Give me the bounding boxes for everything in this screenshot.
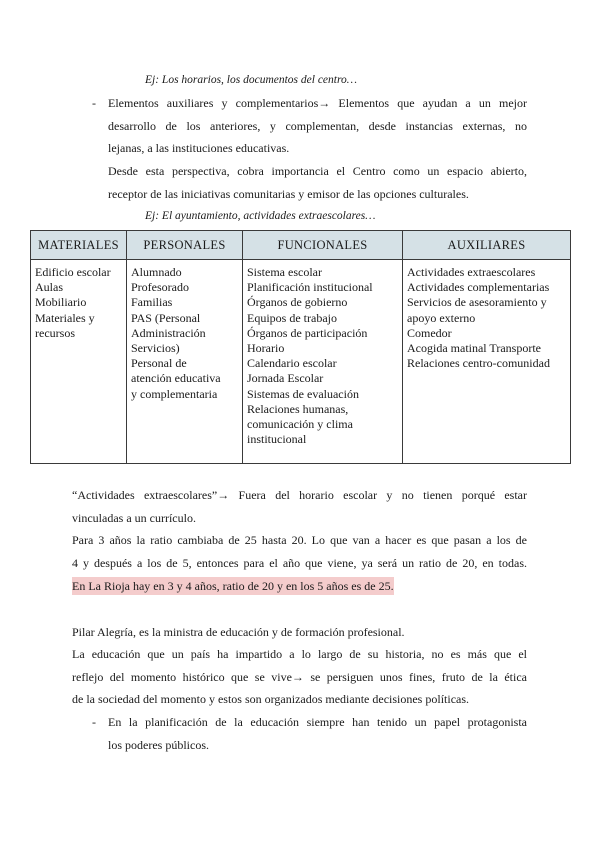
list-item: Profesorado [131,280,189,295]
list-item: Aulas [35,280,63,295]
historia-line-2: reflejo del momento histórico que se vive→ se persiguen unos fines, fruto de la ética [72,670,527,684]
list-item: Actividades extraescolares [407,265,536,279]
list-item: y complementaria [131,386,218,401]
list-item: Familias [131,295,173,310]
list-item: Administración [131,325,206,340]
ratio-line-1: Para 3 años la ratio cambiaba de 25 hasta 20. Lo que van a hacer es que pasan a los de [72,533,527,547]
header-funcionales: FUNCIONALES [243,231,403,260]
historia-line-1: La educación que un país ha impartido a lo largo de su historia, no es más que el [72,647,527,661]
elements-table [30,230,571,464]
list-item: atención educativa [131,371,221,386]
list-item: Comedor [407,325,452,340]
list-item: Horario [247,341,285,356]
list-item: Edificio escolar [35,265,111,279]
list-item: Calendario escolar [247,356,337,371]
auxiliares-line-1: Elementos auxiliares y complementarios→ Elementos que ayudan a un mejor [108,96,527,110]
list-item: Personal de [131,356,187,371]
cell-materiales [31,260,127,464]
list-item: comunicación y clima [247,417,353,432]
auxiliares-line-2: desarrollo de los anteriores, y complementan, desde instancias externas, no [108,119,527,133]
historia-line-3: de la sociedad del momento y estos son organizados mediante decisiones políticas. [72,692,470,706]
list-item: Materiales y [35,310,95,325]
extraescolares-line-2: vinculadas a un currículo. [72,511,196,525]
rioja-highlight [72,579,394,593]
list-item: Relaciones humanas, [247,401,349,416]
list-item: Equipos de trabajo [247,310,337,325]
list-item: Sistema escolar [247,265,322,279]
perspectiva-line-1: Desde esta perspectiva, cobra importancia el Centro como un espacio abierto, [108,164,527,178]
cell-funcionales [243,260,403,464]
list-item: apoyo externo [407,310,476,325]
bullet-dash: - [92,96,96,110]
list-item: Acogida matinal Transporte [407,341,541,356]
list-item: PAS (Personal [131,310,201,325]
highlighted-text: En La Rioja hay en 3 y 4 años, ratio de 20 y en los 5 años es de 25. [72,579,394,593]
list-item: Mobiliario [35,295,87,310]
list-item: Órganos de participación [247,325,368,340]
header-personales: PERSONALES [127,231,243,260]
list-item: institucional [247,432,307,447]
list-item: Relaciones centro-comunidad [407,356,550,371]
list-item: Jornada Escolar [247,371,324,386]
header-auxiliares: AUXILIARES [403,231,571,260]
list-item: recursos [35,325,75,340]
planificacion-line-1: En la planificación de la educación siempre han tenido un papel protagonista [108,715,527,729]
list-item: Alumnado [131,265,182,279]
perspectiva-line-2: receptor de las iniciativas comunitarias y emisor de las opciones culturales. [108,187,469,201]
cell-auxiliares [403,260,571,464]
example-horarios: Ej: Los horarios, los documentos del centro… [145,74,357,86]
example-ayuntamiento: Ej: El ayuntamiento, actividades extraescolares… [145,210,376,222]
list-item: Planificación institucional [247,280,373,295]
list-item: Servicios de asesoramiento y [407,295,547,310]
ratio-line-2: 4 y después a los de 5, entonces para el año que viene, ya será un ratio de 20, en todas. [72,556,527,570]
extraescolares-line-1: “Actividades extraescolares”→ Fuera del horario escolar y no tienen porqué estar [72,488,527,502]
header-materiales: MATERIALES [31,231,127,260]
planificacion-line-2: los poderes públicos. [108,738,209,752]
list-item: Sistemas de evaluación [247,386,359,401]
list-item: Servicios) [131,341,180,356]
list-item: Actividades complementarias [407,280,550,295]
bullet-dash: - [92,715,96,729]
list-item: Órganos de gobierno [247,295,348,310]
cell-personales [127,260,243,464]
ministra-line: Pilar Alegría, es la ministra de educación y de formación profesional. [72,625,405,639]
auxiliares-line-3: lejanas, a las instituciones educativas. [108,141,290,155]
